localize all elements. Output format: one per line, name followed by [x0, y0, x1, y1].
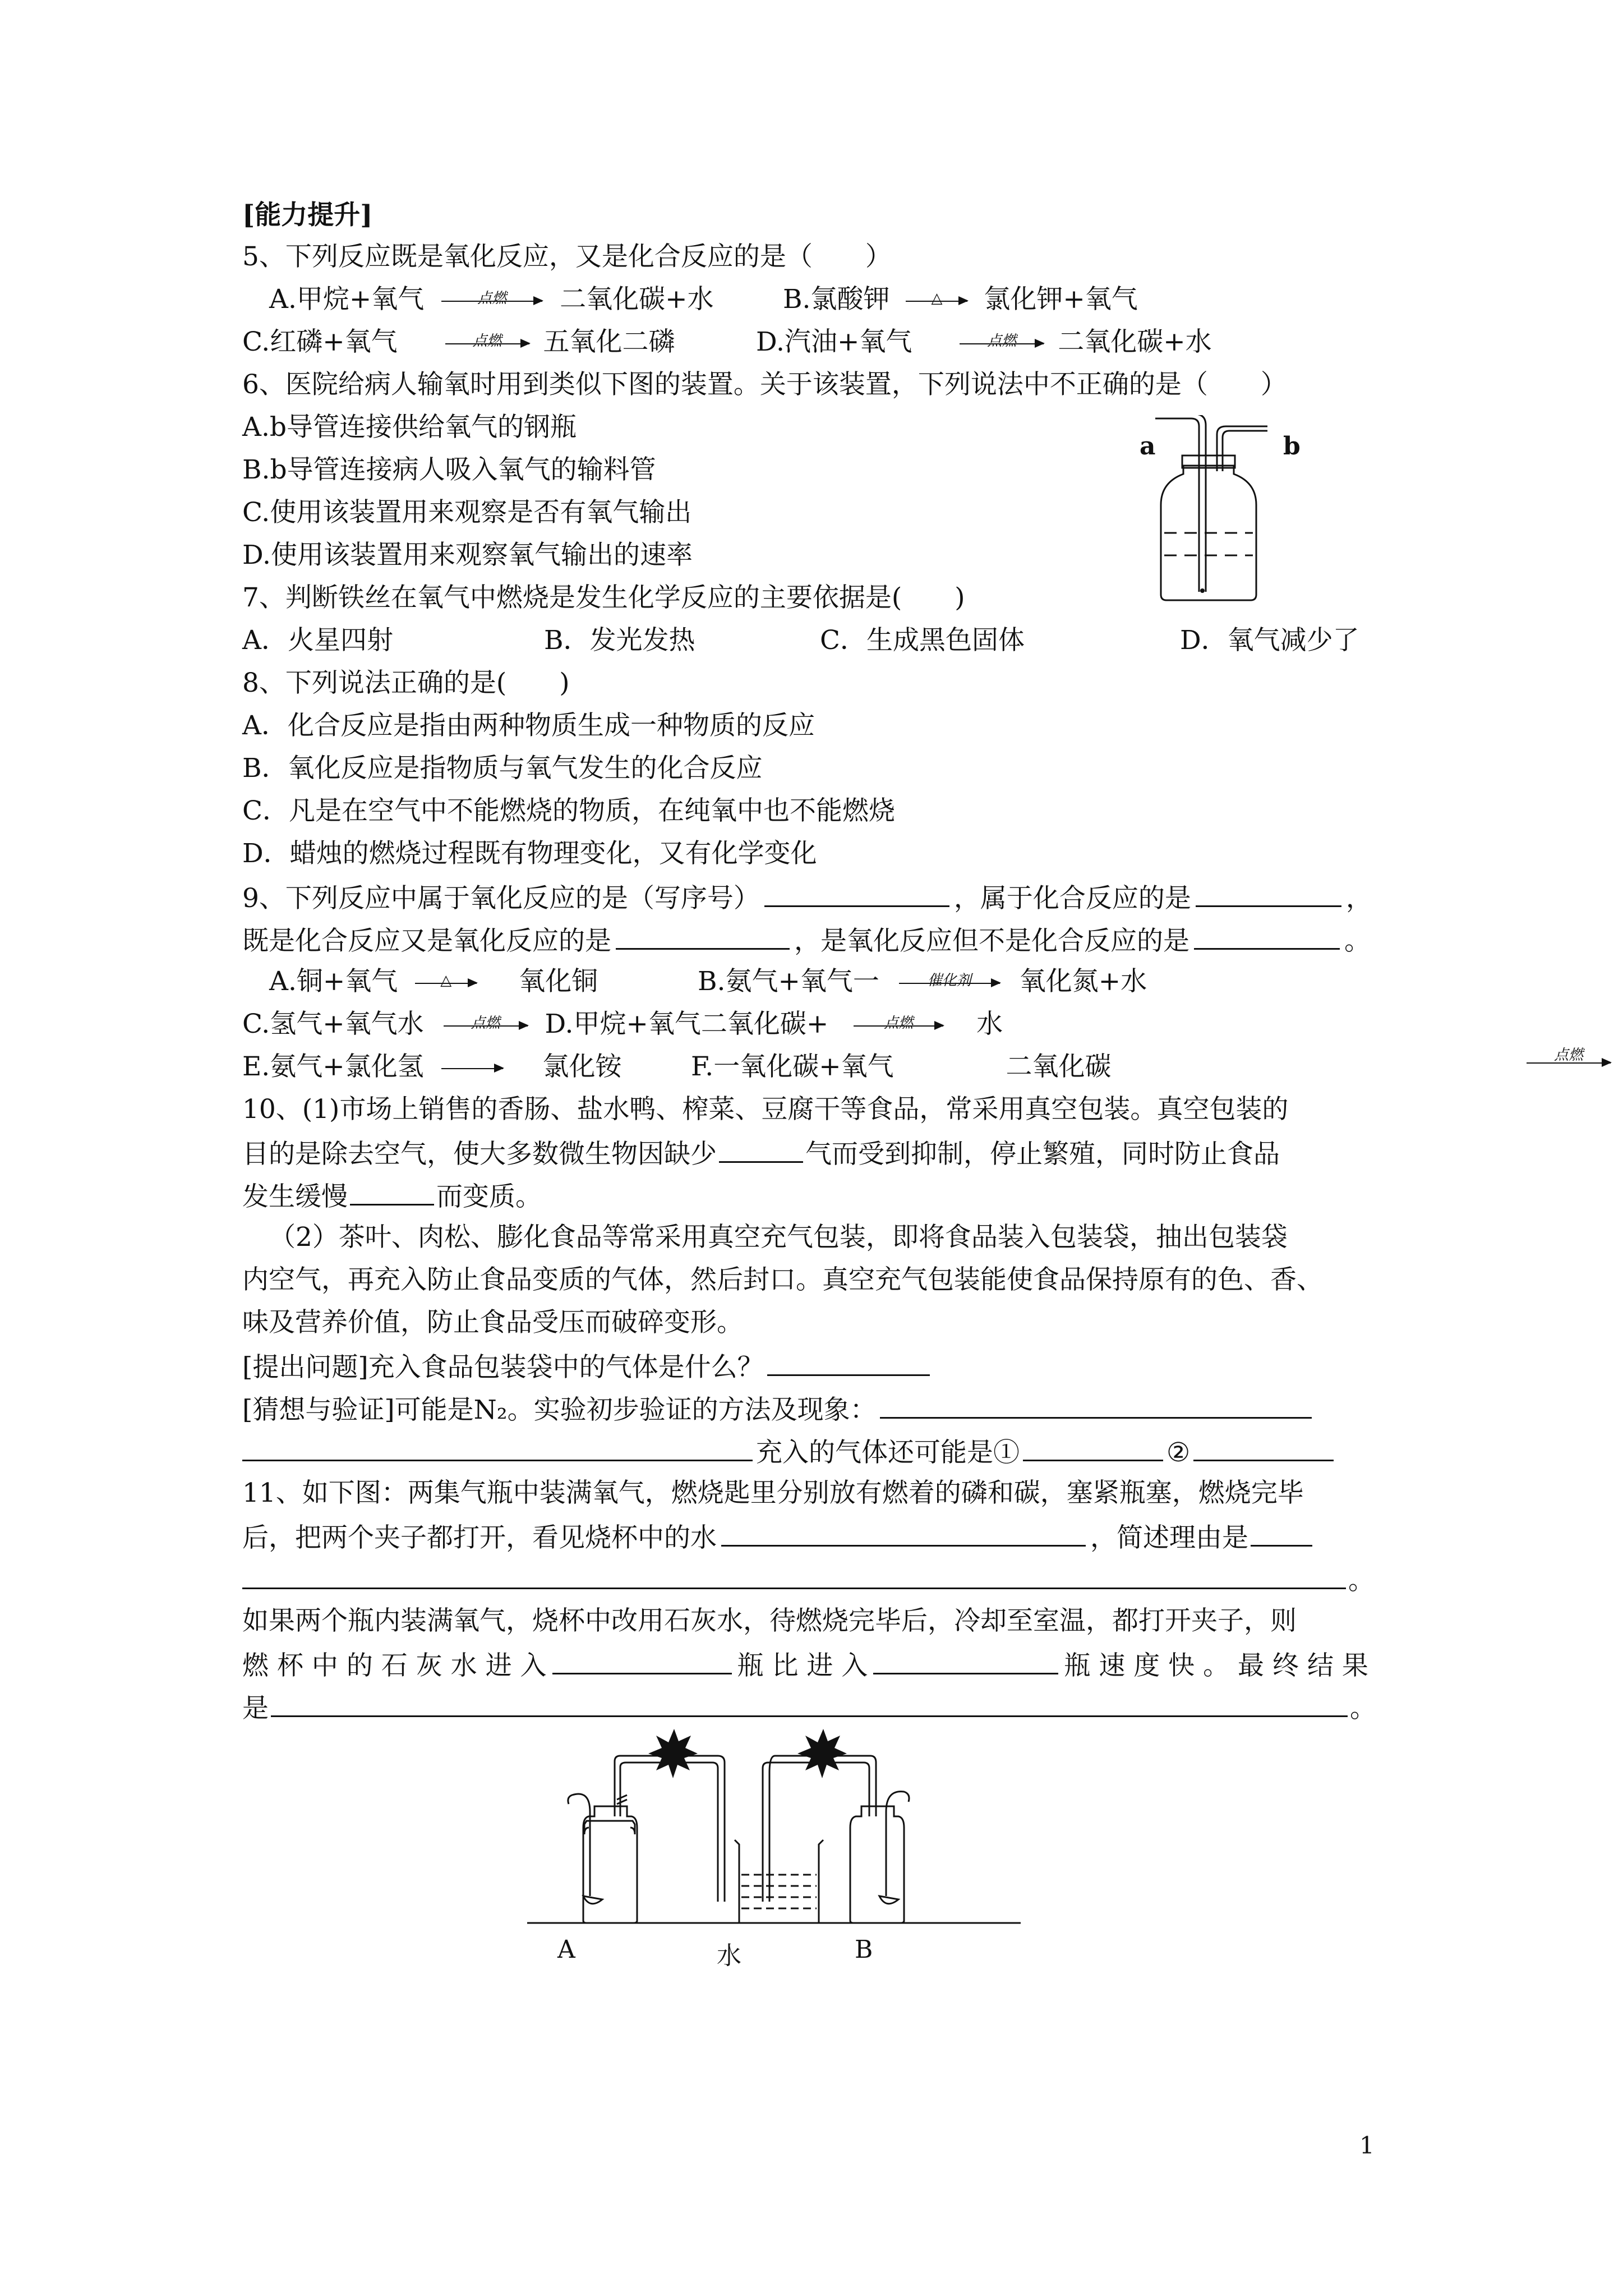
combustion-apparatus-diagram [527, 1728, 1088, 1963]
q10-p2-line-2: 内空气，再充入防止食品变质的气体，然后封口。真空充气包装能使食品保持原有的色、香、 [242, 1264, 1323, 1295]
q5-option-c: C.红磷+氧气 点燃 五氧化二磷 [242, 326, 675, 357]
answer-blank[interactable] [1193, 1434, 1334, 1461]
q6-stem: 6、医院给病人输氧时用到类似下图的装置。关于该装置，下列说法中不正确的是（ ） [242, 369, 1287, 400]
q7-option-c: C．生成黑色固体 [820, 625, 1025, 656]
q11-line-5: 燃 杯 中 的 石 灰 水 进 入 瓶 比 进 入 瓶 速 度 快 。 最 终 结 果 [242, 1647, 1368, 1683]
q5-option-d: D.汽油+氧气 点燃 二氧化碳+水 [756, 326, 1212, 357]
q9-option-f: F.一氧化碳+氧气 二氧化碳 [691, 1051, 1112, 1082]
q11-line-2: 后，把两个夹子都打开，看见烧杯中的水 ，简述理由是 [242, 1519, 1315, 1555]
q6-option-c: C.使用该装置用来观察是否有氧气输出 [242, 497, 692, 528]
q10-p2-line-3: 味及营养价值，防止食品受压而破碎变形。 [242, 1307, 743, 1338]
q10-p2-line-1: （2）茶叶、肉松、膨化食品等常采用真空充气包装，即将食品装入包装袋，抽出包装袋 [269, 1222, 1288, 1253]
q9-option-e: E.氨气+氯化氢 氯化铵 [242, 1051, 622, 1082]
figure-label-b: B [855, 1935, 873, 1964]
answer-blank[interactable] [1196, 880, 1341, 907]
q8-option-b: B．氧化反应是指物质与氧气发生的化合反应 [242, 753, 763, 784]
reaction-arrow: 点燃 [854, 1025, 943, 1027]
q9-line-1: 9、下列反应中属于氧化反应的是（写序号） ，属于化合反应的是 ， [242, 880, 1372, 915]
reaction-arrow: 点燃 [960, 343, 1044, 344]
q10-other-gases: 充入的气体还可能是① ② [242, 1434, 1337, 1470]
q9-option-c: C.氢气+氧气水 点燃 D.甲烷+氧气二氧化碳+ 点燃 水 [242, 1009, 1003, 1039]
page-number: 1 [1359, 2132, 1375, 2159]
q10-p1-line-2: 目的是除去空气，使大多数微生物因缺少 气而受到抑制，停止繁殖，同时防止食品 [242, 1135, 1280, 1171]
q5-option-b: B.氯酸钾 △ 氯化钾+氧气 [783, 284, 1138, 315]
q10-question: [提出问题]充入食品包装袋中的气体是什么？ [242, 1349, 933, 1384]
q9-option-b: B.氨气+氧气一 催化剂 氧化氮+水 [698, 966, 1147, 997]
q8-option-d: D．蜡烛的燃烧过程既有物理变化，又有化学变化 [242, 838, 817, 869]
gas-washing-bottle-diagram [1133, 415, 1335, 606]
answer-blank[interactable] [873, 1647, 1058, 1674]
reaction-arrow: △ [906, 301, 967, 302]
q5-stem: 5、下列反应既是氧化反应，又是化合反应的是（ ） [242, 241, 892, 272]
reaction-arrow: 点燃 [444, 1025, 528, 1027]
q8-option-c: C．凡是在空气中不能燃烧的物质，在纯氧中也不能燃烧 [242, 795, 895, 826]
answer-blank[interactable] [242, 1562, 1346, 1589]
q6-option-b: B.b导管连接病人吸入氧气的输料管 [242, 454, 656, 485]
q11-line-4: 如果两个瓶内装满氧气，烧杯中改用石灰水，待燃烧完毕后，冷却至室温，都打开夹子，则 [242, 1605, 1297, 1636]
q10-p1-line-3: 发生缓慢 而变质。 [242, 1178, 542, 1214]
margin-reaction-arrow: 点燃 [1527, 1057, 1611, 1068]
section-title: [能力提升] [242, 200, 373, 231]
answer-blank[interactable] [1194, 922, 1340, 950]
q7-stem: 7、判断铁丝在氧气中燃烧是发生化学反应的主要依据是( ) [242, 582, 965, 613]
reaction-arrow: △ [415, 983, 477, 984]
q11-line-3: 。 [242, 1562, 1375, 1598]
answer-blank[interactable] [719, 1135, 803, 1163]
answer-blank[interactable] [242, 1434, 753, 1461]
answer-blank[interactable] [350, 1178, 434, 1205]
reaction-arrow [441, 1068, 503, 1069]
q10-hypothesis: [猜想与验证]可能是N₂。实验初步验证的方法及现象： [242, 1391, 1315, 1427]
q11-line-1: 11、如下图：两集气瓶中装满氧气，燃烧匙里分别放有燃着的磷和碳，塞紧瓶塞，燃烧完毕 [242, 1478, 1304, 1508]
figure-label-water: 水 [717, 1941, 741, 1970]
answer-blank[interactable] [1023, 1434, 1163, 1461]
q5-option-a: A.甲烷+氧气 点燃 二氧化碳+水 [269, 284, 714, 315]
reaction-arrow: 点燃 [445, 343, 529, 344]
q10-p1-line-1: 10、(1)市场上销售的香肠、盐水鸭、榨菜、豆腐干等食品，常采用真空包装。真空包装的 [242, 1094, 1289, 1125]
q8-option-a: A．化合反应是指由两种物质生成一种物质的反应 [242, 710, 815, 741]
answer-blank[interactable] [764, 880, 949, 907]
answer-blank[interactable] [552, 1647, 732, 1674]
q6-option-d: D.使用该装置用来观察氧气输出的速率 [242, 540, 693, 570]
answer-blank[interactable] [271, 1690, 1348, 1717]
answer-blank[interactable] [616, 922, 790, 950]
figure-label-a: a [1140, 432, 1156, 461]
q7-option-a: A．火星四射 [242, 625, 393, 656]
answer-blank[interactable] [1251, 1519, 1312, 1547]
answer-blank[interactable] [880, 1391, 1312, 1419]
figure-label-b: b [1283, 432, 1301, 461]
reaction-arrow: 催化剂 [899, 983, 1000, 984]
q11-line-6: 是 。 [242, 1690, 1376, 1726]
q6-option-a: A.b导管连接供给氧气的钢瓶 [242, 412, 577, 443]
figure-label-a: A [557, 1935, 575, 1964]
q7-option-b: B．发光发热 [544, 625, 695, 656]
reaction-arrow: 点燃 [441, 301, 542, 302]
q8-stem: 8、下列说法正确的是( ) [242, 668, 570, 698]
answer-blank[interactable] [721, 1519, 1086, 1547]
q9-line-2: 既是化合反应又是氧化反应的是 ，是氧化反应但不是化合反应的是 。 [242, 922, 1371, 958]
q7-option-d: D．氧气减少了 [1180, 625, 1359, 656]
q9-option-a: A.铜+氧气 △ 氧化铜 [269, 966, 598, 997]
answer-blank[interactable] [767, 1349, 930, 1376]
